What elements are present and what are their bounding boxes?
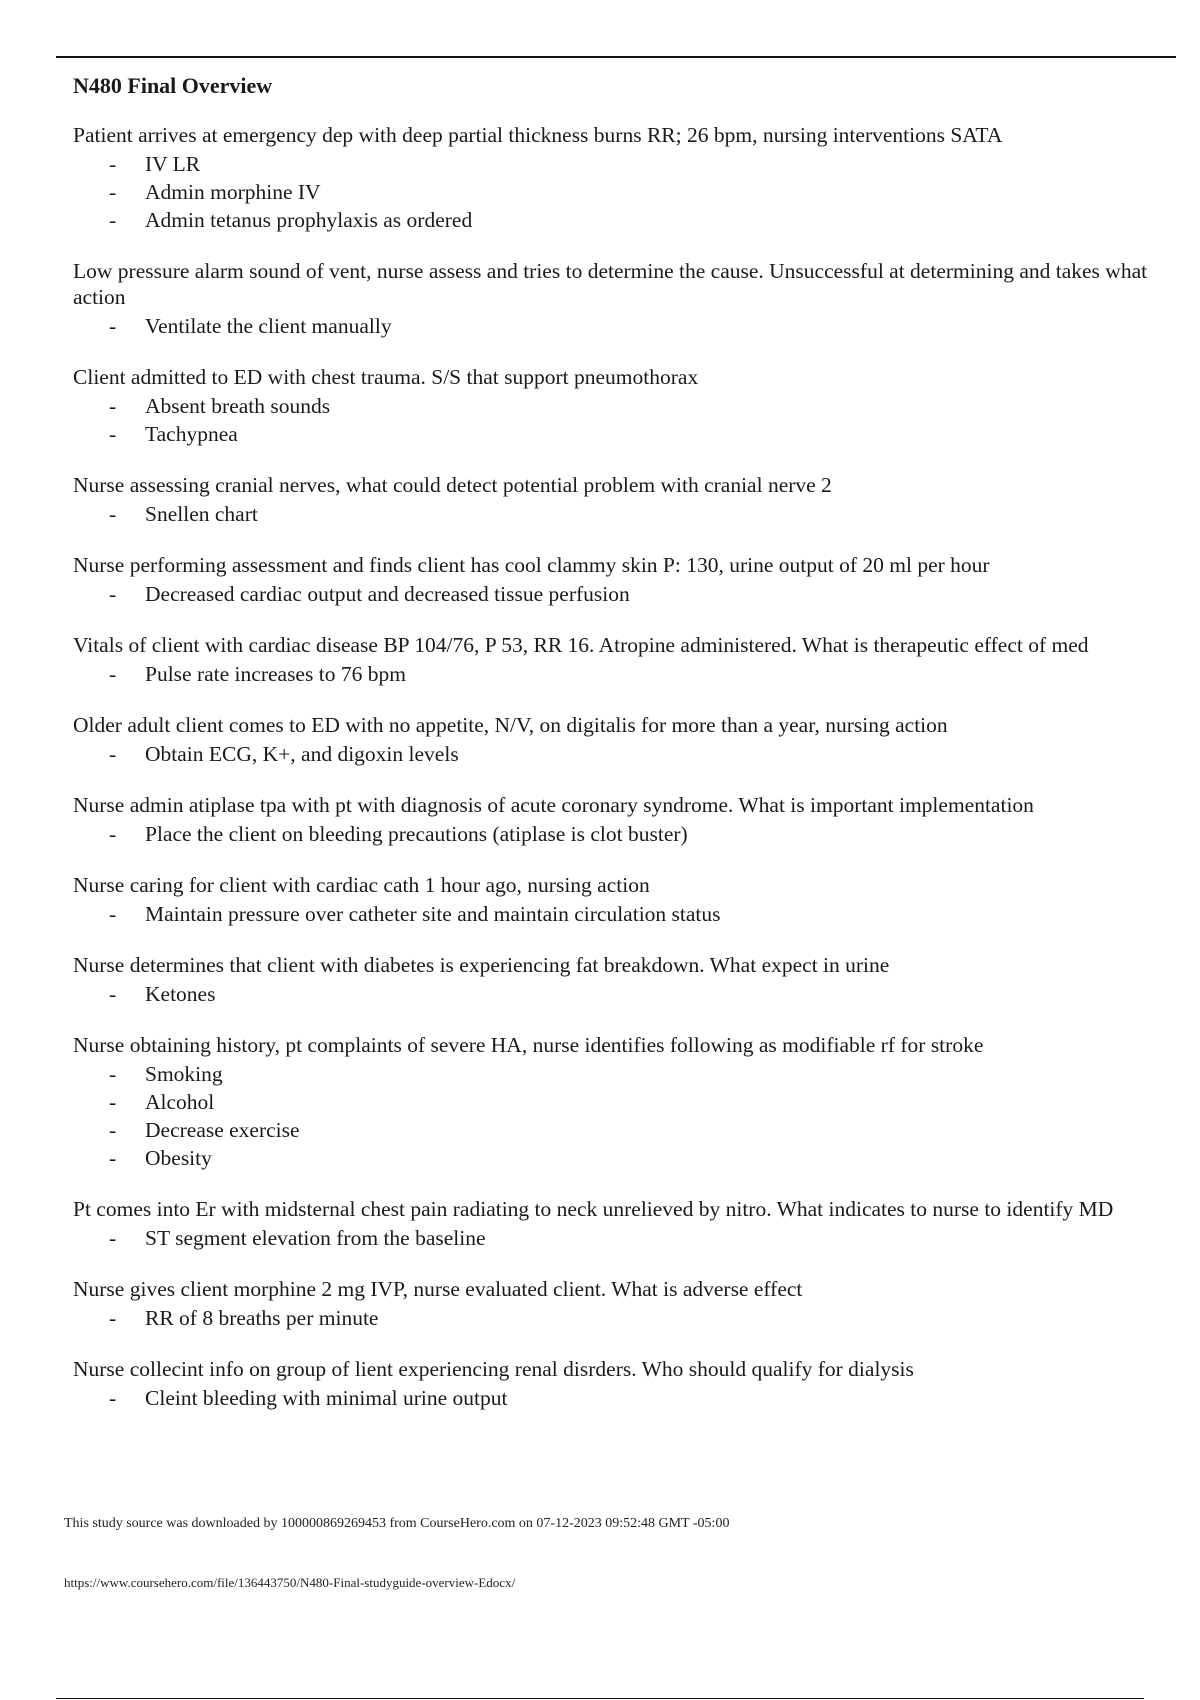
answer-item bbox=[73, 1304, 1163, 1332]
answer-list bbox=[73, 500, 1163, 528]
answer-item bbox=[73, 1060, 1163, 1088]
bullet-dash: - bbox=[109, 582, 117, 606]
bullet-dash: - bbox=[109, 742, 117, 766]
bullet-dash: - bbox=[109, 1118, 117, 1142]
answer-item bbox=[73, 392, 1163, 420]
answer-item bbox=[73, 1224, 1163, 1252]
answer-text: Admin morphine IV bbox=[145, 180, 321, 204]
question-block bbox=[73, 712, 1163, 768]
answer-item bbox=[73, 178, 1163, 206]
answer-item bbox=[73, 206, 1163, 234]
bullet-dash: - bbox=[109, 502, 117, 526]
question-block bbox=[73, 792, 1163, 848]
answer-text: Admin tetanus prophylaxis as ordered bbox=[145, 208, 473, 232]
bullet-dash: - bbox=[109, 822, 117, 846]
answer-item bbox=[73, 312, 1163, 340]
answer-item bbox=[73, 150, 1163, 178]
question-text: Nurse admin atiplase tpa with pt with diagnosis of acute coronary syndrome. What is important implementation bbox=[73, 793, 1034, 817]
answer-text: Ventilate the client manually bbox=[145, 314, 392, 338]
question-block bbox=[73, 472, 1163, 528]
question-block bbox=[73, 1276, 1163, 1332]
answer-list bbox=[73, 660, 1163, 688]
question-text: Pt comes into Er with midsternal chest pain radiating to neck unrelieved by nitro. What indicates to nurse to identify MD bbox=[73, 1197, 1114, 1221]
answer-item bbox=[73, 660, 1163, 688]
answer-list bbox=[73, 1060, 1163, 1172]
bullet-dash: - bbox=[109, 1090, 117, 1114]
bullet-dash: - bbox=[109, 662, 117, 686]
answer-text: Tachypnea bbox=[145, 422, 238, 446]
bullet-dash: - bbox=[109, 902, 117, 926]
answer-list bbox=[73, 1304, 1163, 1332]
question-block bbox=[73, 1196, 1163, 1252]
answer-text: Decreased cardiac output and decreased tissue perfusion bbox=[145, 582, 630, 606]
answer-text: Obtain ECG, K+, and digoxin levels bbox=[145, 742, 459, 766]
answer-text: Smoking bbox=[145, 1062, 223, 1086]
question-block bbox=[73, 364, 1163, 448]
answer-list bbox=[73, 580, 1163, 608]
bottom-rule bbox=[56, 1698, 1144, 1699]
answer-item bbox=[73, 1088, 1163, 1116]
bullet-dash: - bbox=[109, 394, 117, 418]
question-list bbox=[73, 122, 1163, 1412]
answer-list bbox=[73, 150, 1163, 234]
answer-item bbox=[73, 1384, 1163, 1412]
answer-text: Cleint bleeding with minimal urine output bbox=[145, 1386, 508, 1410]
question-block bbox=[73, 952, 1163, 1008]
answer-list bbox=[73, 740, 1163, 768]
source-url[interactable]: https://www.coursehero.com/file/136443750/N480-Final-studyguide-overview-Edocx/ bbox=[64, 1575, 516, 1590]
answer-list bbox=[73, 1224, 1163, 1252]
bullet-dash: - bbox=[109, 1062, 117, 1086]
question-text: Nurse performing assessment and finds client has cool clammy skin P: 130, urine output of 20 ml per hour bbox=[73, 553, 990, 577]
bullet-dash: - bbox=[109, 1386, 117, 1410]
question-block bbox=[73, 872, 1163, 928]
question-block bbox=[73, 1356, 1163, 1412]
question-block bbox=[73, 1032, 1163, 1172]
question-text: Nurse gives client morphine 2 mg IVP, nurse evaluated client. What is adverse effect bbox=[73, 1277, 803, 1301]
answer-item bbox=[73, 900, 1163, 928]
answer-text: Ketones bbox=[145, 982, 216, 1006]
answer-text: Snellen chart bbox=[145, 502, 258, 526]
answer-item bbox=[73, 420, 1163, 448]
answer-list bbox=[73, 900, 1163, 928]
question-text: Nurse obtaining history, pt complaints of severe HA, nurse identifies following as modifiable rf for stroke bbox=[73, 1033, 984, 1057]
answer-text: RR of 8 breaths per minute bbox=[145, 1306, 379, 1330]
question-text: Patient arrives at emergency dep with deep partial thickness burns RR; 26 bpm, nursing interventions SATA bbox=[73, 123, 1003, 147]
top-rule bbox=[56, 56, 1176, 58]
question-text: Vitals of client with cardiac disease BP 104/76, P 53, RR 16. Atropine administered. What is therapeutic effect of med bbox=[73, 633, 1089, 657]
answer-list bbox=[73, 312, 1163, 340]
answer-text: Maintain pressure over catheter site and maintain circulation status bbox=[145, 902, 721, 926]
document-body bbox=[73, 72, 1163, 1436]
bullet-dash: - bbox=[109, 1306, 117, 1330]
answer-item bbox=[73, 820, 1163, 848]
answer-item bbox=[73, 740, 1163, 768]
answer-text: Absent breath sounds bbox=[145, 394, 331, 418]
answer-text: Decrease exercise bbox=[145, 1118, 300, 1142]
answer-list bbox=[73, 980, 1163, 1008]
question-text: Nurse determines that client with diabetes is experiencing fat breakdown. What expect in urine bbox=[73, 953, 890, 977]
bullet-dash: - bbox=[109, 208, 117, 232]
bullet-dash: - bbox=[109, 152, 117, 176]
answer-text: Alcohol bbox=[145, 1090, 215, 1114]
answer-text: ST segment elevation from the baseline bbox=[145, 1226, 486, 1250]
question-text: Low pressure alarm sound of vent, nurse assess and tries to determine the cause. Unsuccessful at determining and takes what action bbox=[73, 259, 1148, 309]
bullet-dash: - bbox=[109, 982, 117, 1006]
download-source-note: This study source was downloaded by 100000869269453 from CourseHero.com on 07-12-2023 09:52:48 GMT -05:00 bbox=[64, 1516, 730, 1531]
question-block bbox=[73, 552, 1163, 608]
answer-text: Pulse rate increases to 76 bpm bbox=[145, 662, 406, 686]
question-block bbox=[73, 122, 1163, 234]
answer-item bbox=[73, 980, 1163, 1008]
bullet-dash: - bbox=[109, 314, 117, 338]
document-title: N480 Final Overview bbox=[73, 73, 273, 98]
answer-list bbox=[73, 1384, 1163, 1412]
answer-list bbox=[73, 820, 1163, 848]
answer-text: Place the client on bleeding precautions (atiplase is clot buster) bbox=[145, 822, 688, 846]
bullet-dash: - bbox=[109, 422, 117, 446]
question-block bbox=[73, 258, 1163, 340]
question-text: Client admitted to ED with chest trauma. S/S that support pneumothorax bbox=[73, 365, 699, 389]
answer-item bbox=[73, 1144, 1163, 1172]
question-text: Nurse caring for client with cardiac cath 1 hour ago, nursing action bbox=[73, 873, 650, 897]
answer-item bbox=[73, 500, 1163, 528]
answer-list bbox=[73, 392, 1163, 448]
bullet-dash: - bbox=[109, 180, 117, 204]
question-text: Nurse collecint info on group of lient experiencing renal disrders. Who should qualify for dialysis bbox=[73, 1357, 914, 1381]
answer-item bbox=[73, 580, 1163, 608]
question-text: Nurse assessing cranial nerves, what could detect potential problem with cranial nerve 2 bbox=[73, 473, 832, 497]
answer-item bbox=[73, 1116, 1163, 1144]
question-text: Older adult client comes to ED with no appetite, N/V, on digitalis for more than a year, nursing action bbox=[73, 713, 948, 737]
bullet-dash: - bbox=[109, 1146, 117, 1170]
answer-text: IV LR bbox=[145, 152, 201, 176]
question-block bbox=[73, 632, 1163, 688]
answer-text: Obesity bbox=[145, 1146, 212, 1170]
bullet-dash: - bbox=[109, 1226, 117, 1250]
